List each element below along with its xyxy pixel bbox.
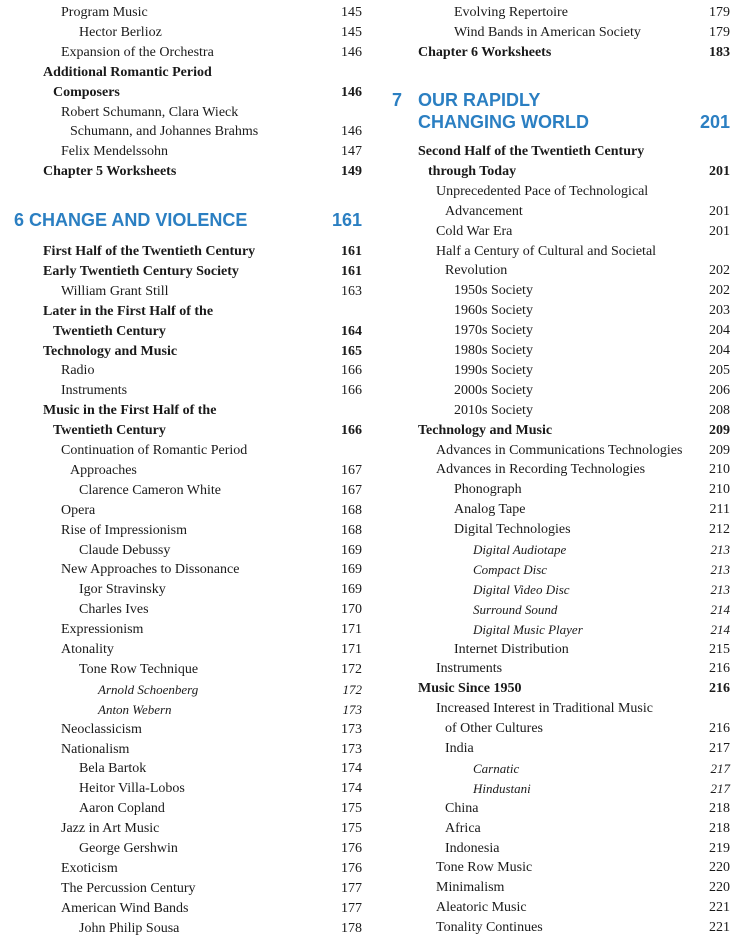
- toc-entry-title: Compact Disc: [473, 561, 548, 577]
- chapter-7-page: 201: [699, 112, 730, 132]
- toc-entry: [392, 421, 730, 441]
- toc-entry: [392, 600, 730, 620]
- toc-entry: [392, 162, 730, 182]
- toc-entry-page: 145: [341, 24, 362, 40]
- toc-entry-page: 204: [709, 343, 730, 358]
- toc-entry-title: Tone Row Technique: [79, 661, 199, 677]
- toc-entry: [392, 381, 730, 401]
- toc-entry-page: 206: [709, 382, 730, 398]
- toc-entry-title: Digital Music Player: [473, 621, 583, 637]
- toc-entry: [392, 3, 730, 23]
- toc-entry: [0, 3, 362, 23]
- toc-entry: [392, 321, 730, 341]
- toc-entry-page: 177: [341, 900, 362, 916]
- toc-entry-page: 173: [342, 701, 362, 717]
- toc-entry-title: Digital Audiotape: [473, 542, 567, 557]
- toc-entry-title: Technology and Music: [43, 343, 178, 359]
- toc-entry: [0, 83, 362, 103]
- toc-entry-page: 218: [709, 800, 730, 816]
- toc-entry: [0, 720, 362, 740]
- toc-entry: [392, 142, 730, 162]
- toc-entry-title: Instruments: [436, 661, 503, 677]
- toc-entry-page: 169: [341, 562, 362, 578]
- toc-entry-title: Unprecedented Pace of Technological: [436, 183, 649, 199]
- toc-entry-title: Music in the First Half of the: [43, 403, 217, 419]
- toc-entry: [0, 879, 362, 899]
- toc-entry: [0, 839, 362, 859]
- toc-entry-page: 209: [709, 442, 730, 458]
- toc-entry: [392, 839, 730, 859]
- toc-entry-title: Neoclassicism: [61, 721, 142, 737]
- toc-entry: [0, 620, 362, 640]
- toc-entry-title: Hector Berlioz: [79, 24, 162, 40]
- toc-entry: [0, 401, 362, 421]
- toc-entry: [392, 699, 730, 719]
- toc-entry-page: 205: [709, 362, 730, 378]
- toc-entry-title: India: [445, 741, 474, 756]
- toc-entry-page: 176: [341, 860, 362, 876]
- toc-entry: [0, 859, 362, 879]
- toc-entry-page: 167: [341, 482, 362, 498]
- toc-entry-title: Composers: [53, 84, 120, 100]
- toc-entry-page: 165: [341, 343, 362, 359]
- toc-entry: [0, 819, 362, 839]
- toc-entry-title: Tone Row Music: [436, 860, 533, 876]
- toc-entry: [392, 759, 730, 779]
- chapter-6-title-text: CHANGE AND VIOLENCE: [29, 210, 248, 230]
- toc-entry-page: 202: [709, 263, 730, 279]
- toc-entry: [392, 719, 730, 739]
- toc-entry-title: Second Half of the Twentieth Century: [418, 144, 645, 159]
- toc-entry-title: Indonesia: [445, 840, 500, 856]
- toc-entry-page: 221: [709, 920, 730, 936]
- toc-entry-page: 210: [709, 462, 730, 478]
- toc-entry: [0, 361, 362, 381]
- toc-entry: [0, 103, 362, 123]
- toc-entry-page: 204: [709, 323, 730, 339]
- toc-entry: [0, 600, 362, 620]
- toc-entry: [0, 421, 362, 441]
- toc-entry: [392, 182, 730, 202]
- toc-entry-title: Additional Romantic Period: [43, 64, 212, 80]
- toc-entry-title: Jazz in Art Music: [61, 821, 160, 837]
- toc-entry-page: 208: [709, 402, 730, 418]
- toc-entry-page: 166: [341, 363, 362, 379]
- toc-entry-title: Claude Debussy: [79, 542, 171, 558]
- toc-entry: [0, 43, 362, 63]
- toc-entry-page: 214: [710, 601, 730, 617]
- toc-entry-page: 175: [341, 801, 362, 817]
- toc-entry-page: 210: [709, 482, 730, 498]
- toc-entry-title: Schumann, and Johannes Brahms: [70, 124, 259, 140]
- toc-entry-page: 217: [709, 741, 730, 756]
- toc-entry-title: Advances in Recording Technologies: [436, 462, 646, 478]
- toc-entry-page: 179: [709, 5, 730, 20]
- toc-entry-title: Expressionism: [61, 622, 144, 638]
- toc-entry-page: 171: [341, 642, 362, 657]
- toc-entry-title: Felix Mendelssohn: [61, 144, 168, 160]
- toc-entry: [392, 739, 730, 759]
- toc-entry: [0, 541, 362, 561]
- toc-entry-page: 166: [341, 383, 362, 399]
- toc-entry-page: 147: [341, 144, 362, 160]
- toc-entry: [0, 779, 362, 799]
- toc-entry-title: Clarence Cameron White: [79, 482, 222, 498]
- toc-entry-title: 1950s Society: [454, 283, 533, 299]
- toc-entry-title: Rise of Impressionism: [61, 522, 187, 538]
- toc-entry: [0, 23, 362, 43]
- toc-entry: [0, 322, 362, 342]
- toc-entry: [392, 918, 730, 938]
- toc-entry-page: 171: [341, 622, 362, 638]
- toc-entry: [392, 361, 730, 381]
- toc-entry-title: Nationalism: [61, 741, 130, 757]
- toc-entry-title: Minimalism: [436, 880, 505, 896]
- toc-entry-title: Advances in Communications Technologies: [436, 442, 683, 458]
- toc-entry-title: 1960s Society: [454, 303, 533, 319]
- toc-entry: [0, 640, 362, 660]
- toc-entry-title: Aleatoric Music: [436, 900, 527, 916]
- toc-entry-page: 168: [341, 522, 362, 538]
- toc-entry-page: 176: [341, 841, 362, 856]
- toc-entry: [0, 481, 362, 501]
- toc-entry: [0, 162, 362, 182]
- toc-entry: [0, 521, 362, 541]
- toc-entry-title: Phonograph: [454, 482, 522, 498]
- toc-entry: [392, 242, 730, 262]
- chapter-7-number: 7: [392, 90, 403, 110]
- toc-entry: [0, 441, 362, 461]
- toc-entry-page: 213: [710, 581, 730, 597]
- toc-entry-page: 170: [341, 602, 362, 618]
- toc-entry-page: 220: [709, 880, 730, 896]
- toc-entry: [0, 759, 362, 779]
- toc-entry-page: 216: [709, 681, 730, 697]
- toc-entry-title: Arnold Schoenberg: [98, 681, 199, 697]
- toc-entry: [0, 342, 362, 362]
- toc-entry-page: 213: [710, 561, 730, 577]
- toc-entry: [0, 501, 362, 521]
- toc-entry: [392, 222, 730, 242]
- toc-entry-title: Internet Distribution: [454, 641, 569, 657]
- toc-entry-title: Charles Ives: [79, 602, 149, 618]
- toc-entry-title: of Other Cultures: [445, 721, 543, 737]
- toc-entry-page: 174: [341, 761, 362, 777]
- toc-entry-page: 201: [709, 203, 730, 219]
- chapter-6-number: 6: [14, 210, 25, 230]
- toc-entry: [392, 281, 730, 301]
- toc-entry-title: Exoticism: [61, 860, 118, 876]
- toc-entry: [0, 242, 362, 262]
- toc-entry-title: Cold War Era: [436, 223, 513, 239]
- toc-entry: [0, 740, 362, 760]
- toc-entry-title: The Percussion Century: [61, 880, 196, 896]
- toc-entry-page: 216: [709, 721, 730, 737]
- toc-entry-title: 2000s Society: [454, 382, 533, 398]
- toc-entry-title: Later in the First Half of the: [43, 303, 214, 319]
- toc-entry-page: 215: [709, 641, 730, 657]
- toc-entry-title: Instruments: [61, 383, 128, 399]
- toc-entry-page: 201: [709, 223, 730, 239]
- toc-entry-title: 1970s Society: [454, 323, 533, 339]
- toc-entry: [392, 898, 730, 918]
- toc-entry: [392, 640, 730, 660]
- toc-entry-page: 217: [710, 780, 730, 796]
- toc-entry: [0, 122, 362, 142]
- toc-entry-page: 212: [709, 522, 730, 538]
- toc-entry-title: Digital Video Disc: [473, 581, 570, 597]
- toc-entry-title: Half a Century of Cultural and Societal: [436, 243, 657, 259]
- toc-entry-page: 211: [709, 502, 730, 518]
- toc-entry-title: 1990s Society: [454, 362, 533, 378]
- toc-entry: [392, 520, 730, 540]
- toc-entry-page: 161: [341, 263, 362, 279]
- toc-entry: [392, 679, 730, 699]
- toc-entry-title: Early Twentieth Century Society: [43, 263, 239, 279]
- toc-entry: [392, 878, 730, 898]
- toc-entry: [0, 580, 362, 600]
- toc-entry-title: Africa: [445, 820, 481, 836]
- toc-entry-title: Chapter 5 Worksheets: [43, 164, 177, 180]
- toc-entry-page: 164: [341, 323, 362, 339]
- toc-entry-title: Music Since 1950: [418, 681, 522, 697]
- toc-entry: [392, 23, 730, 43]
- chapter-6-page: 161: [331, 210, 362, 230]
- toc-entry: [0, 919, 362, 939]
- toc-entry: [392, 202, 730, 222]
- chapter-6-title: [14, 209, 247, 231]
- toc-entry: [392, 779, 730, 799]
- toc-entry: [0, 660, 362, 680]
- toc-entry-page: 202: [709, 283, 730, 299]
- toc-entry-title: Bela Bartok: [79, 761, 147, 777]
- toc-entry-page: 174: [341, 781, 362, 797]
- toc-entry: [392, 560, 730, 580]
- toc-entry-title: George Gershwin: [79, 841, 178, 856]
- toc-entry-page: 161: [341, 244, 362, 259]
- toc-entry-title: William Grant Still: [61, 283, 169, 299]
- toc-entry-page: 146: [341, 44, 362, 60]
- toc-entry-page: 172: [342, 681, 362, 697]
- toc-entry-title: Increased Interest in Traditional Music: [436, 701, 653, 717]
- chapter-7-title-line2: CHANGING WORLD: [418, 112, 589, 132]
- toc-entry-page: 201: [709, 163, 730, 179]
- toc-entry-page: 220: [709, 860, 730, 876]
- toc-entry: [392, 341, 730, 361]
- toc-entry-title: Approaches: [70, 462, 137, 478]
- toc-entry-title: Surround Sound: [473, 601, 558, 617]
- toc-entry: [392, 441, 730, 461]
- toc-entry-title: Program Music: [61, 5, 148, 20]
- toc-entry-title: Revolution: [445, 263, 508, 279]
- toc-entry-page: 175: [341, 821, 362, 837]
- toc-entry-title: 2010s Society: [454, 402, 533, 418]
- toc-entry-page: 203: [709, 303, 730, 319]
- toc-entry-page: 149: [341, 164, 362, 180]
- toc-entry-title: Analog Tape: [454, 502, 526, 518]
- toc-entry-title: John Philip Sousa: [79, 920, 180, 936]
- toc-entry: [392, 460, 730, 480]
- toc-entry-page: 173: [341, 741, 362, 757]
- toc-entry: [0, 899, 362, 919]
- toc-entry-page: 209: [709, 422, 730, 438]
- toc-entry: [392, 261, 730, 281]
- toc-entry: [392, 799, 730, 819]
- toc-entry-page: 163: [341, 283, 362, 299]
- toc-entry: [0, 799, 362, 819]
- toc-entry-title: Radio: [61, 363, 95, 379]
- chapter-7-title-line1: OUR RAPIDLY: [418, 90, 541, 110]
- toc-entry-title: Opera: [61, 502, 96, 518]
- toc-entry: [392, 659, 730, 679]
- toc-entry: [392, 480, 730, 500]
- toc-entry: [0, 461, 362, 481]
- toc-entry-title: Hindustani: [473, 780, 531, 796]
- toc-entry-page: 172: [341, 661, 362, 677]
- toc-entry-title: Carnatic: [473, 760, 520, 776]
- toc-entry-title: Advancement: [445, 203, 523, 219]
- toc-entry-title: Wind Bands in American Society: [454, 24, 641, 40]
- toc-entry-page: 166: [341, 423, 362, 439]
- toc-entry-title: Expansion of the Orchestra: [61, 44, 214, 60]
- toc-entry-title: Heitor Villa-Lobos: [79, 781, 185, 797]
- toc-entry-title: Chapter 6 Worksheets: [418, 44, 552, 60]
- toc-entry-title: Evolving Repertoire: [454, 5, 568, 20]
- toc-entry-page: 179: [709, 24, 730, 40]
- toc-entry-page: 146: [341, 124, 362, 140]
- toc-entry: [392, 401, 730, 421]
- toc-entry-title: First Half of the Twentieth Century: [43, 244, 256, 259]
- toc-entry: [0, 680, 362, 700]
- toc-entry: [392, 500, 730, 520]
- toc-entry-title: Tonality Continues: [436, 920, 543, 936]
- toc-entry-title: Twentieth Century: [53, 323, 166, 339]
- toc-entry-title: Aaron Copland: [79, 801, 165, 817]
- toc-entry-page: 213: [710, 542, 730, 557]
- toc-entry: [392, 580, 730, 600]
- toc-entry-page: 167: [341, 462, 362, 478]
- toc-entry: [392, 620, 730, 640]
- toc-entry-page: 183: [709, 44, 730, 60]
- toc-entry: [0, 262, 362, 282]
- toc-entry-title: Anton Webern: [98, 701, 172, 717]
- toc-entry: [392, 43, 730, 63]
- toc-entry: [0, 560, 362, 580]
- toc-entry-page: 178: [341, 920, 362, 936]
- toc-entry-page: 221: [709, 900, 730, 916]
- toc-entry-page: 214: [710, 621, 730, 637]
- toc-entry: [392, 858, 730, 878]
- toc-entry-page: 146: [341, 84, 362, 100]
- toc-entry: [392, 301, 730, 321]
- toc-entry-page: 219: [709, 840, 730, 856]
- toc-entry: [392, 819, 730, 839]
- toc-entry: [0, 302, 362, 322]
- toc-entry-page: 168: [341, 502, 362, 518]
- toc-entry-page: 169: [341, 542, 362, 558]
- toc-entry-title: Igor Stravinsky: [79, 582, 166, 598]
- toc-entry-page: 216: [709, 661, 730, 677]
- toc-entry-title: American Wind Bands: [61, 900, 189, 916]
- toc-entry: [0, 63, 362, 83]
- toc-entry: [392, 540, 730, 560]
- toc-entry-page: 218: [709, 820, 730, 836]
- toc-entry-page: 177: [341, 880, 362, 896]
- toc-entry-title: Continuation of Romantic Period: [61, 443, 248, 458]
- toc-entry-title: Twentieth Century: [53, 423, 166, 439]
- toc-entry: [0, 700, 362, 720]
- toc-entry: [0, 142, 362, 162]
- toc-entry: [0, 381, 362, 401]
- toc-entry-page: 169: [341, 582, 362, 598]
- toc-entry-title: Robert Schumann, Clara Wieck: [61, 104, 239, 120]
- toc-entry-title: through Today: [428, 163, 517, 179]
- toc-entry-title: 1980s Society: [454, 343, 533, 358]
- toc-entry-title: Technology and Music: [418, 422, 553, 438]
- toc-entry-title: New Approaches to Dissonance: [61, 562, 240, 578]
- toc-entry-page: 217: [710, 760, 730, 776]
- toc-entry-page: 173: [341, 721, 362, 737]
- toc-entry: [0, 282, 362, 302]
- toc-entry-page: 145: [341, 5, 362, 20]
- toc-entry-title: China: [445, 800, 479, 816]
- toc-entry-title: Digital Technologies: [454, 522, 571, 538]
- toc-entry-title: Atonality: [61, 642, 114, 657]
